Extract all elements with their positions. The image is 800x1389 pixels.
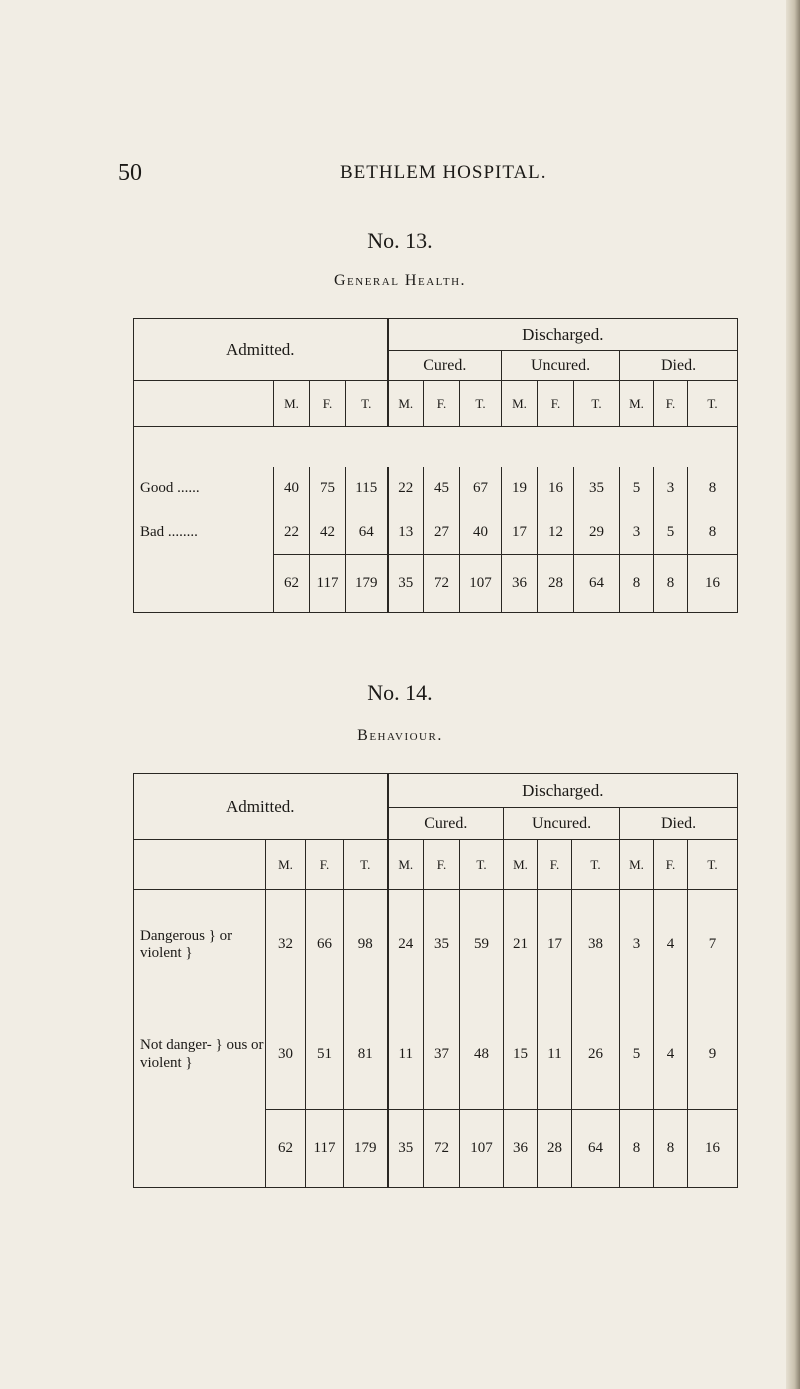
table-13-subtitle: General Health. [333, 272, 467, 289]
cell: 4 [654, 890, 688, 1000]
total-cell: 36 [504, 1110, 538, 1188]
cell: 11 [538, 1000, 572, 1110]
col-header: F. [654, 381, 688, 427]
table-14-subtitle: Behaviour. [357, 727, 443, 744]
discharged-header: Discharged. [388, 774, 738, 808]
cell: 4 [654, 1000, 688, 1110]
discharged-header: Discharged. [388, 319, 738, 351]
total-cell: 8 [654, 1110, 688, 1188]
total-cell: 8 [654, 555, 688, 613]
cell: 40 [460, 511, 502, 555]
col-header: T. [574, 381, 620, 427]
total-cell: 107 [460, 555, 502, 613]
total-cell: 35 [388, 555, 424, 613]
cell: 37 [424, 1000, 460, 1110]
cell: 51 [306, 1000, 344, 1110]
total-cell: 64 [572, 1110, 620, 1188]
cell: 115 [346, 467, 388, 511]
cell: 42 [310, 511, 346, 555]
cell: 59 [460, 890, 504, 1000]
col-header: M. [620, 840, 654, 890]
total-cell: 62 [274, 555, 310, 613]
col-header: F. [424, 381, 460, 427]
col-header: F. [538, 381, 574, 427]
table-14-number: No. 14. [367, 680, 433, 705]
row-label: Dangerous } or violent } [134, 890, 266, 1000]
col-header: T. [346, 381, 388, 427]
total-cell: 8 [620, 555, 654, 613]
total-cell: 72 [424, 555, 460, 613]
cell: 48 [460, 1000, 504, 1110]
cell: 16 [538, 467, 574, 511]
cell: 5 [654, 511, 688, 555]
cell: 75 [310, 467, 346, 511]
col-header: F. [310, 381, 346, 427]
total-cell: 64 [574, 555, 620, 613]
cell: 81 [344, 1000, 388, 1110]
cured-header: Cured. [388, 808, 504, 840]
col-header: F. [654, 840, 688, 890]
cell: 22 [274, 511, 310, 555]
total-cell: 107 [460, 1110, 504, 1188]
col-header: T. [688, 840, 738, 890]
col-header: M. [620, 381, 654, 427]
cell: 38 [572, 890, 620, 1000]
cell: 27 [424, 511, 460, 555]
cell: 3 [654, 467, 688, 511]
col-header: F. [306, 840, 344, 890]
cell: 5 [620, 1000, 654, 1110]
row-label: Bad ........ [134, 511, 274, 555]
total-cell: 8 [620, 1110, 654, 1188]
cell: 13 [388, 511, 424, 555]
row-label: Good ...... [134, 467, 274, 511]
died-header: Died. [620, 808, 738, 840]
cell: 15 [504, 1000, 538, 1110]
cell: 35 [424, 890, 460, 1000]
total-cell: 62 [266, 1110, 306, 1188]
uncured-header: Uncured. [504, 808, 620, 840]
col-header: M. [504, 840, 538, 890]
col-header: M. [388, 381, 424, 427]
table-13-general-health [133, 318, 738, 613]
cell: 67 [460, 467, 502, 511]
cell: 12 [538, 511, 574, 555]
total-cell: 117 [306, 1110, 344, 1188]
cell: 8 [688, 467, 738, 511]
total-cell: 72 [424, 1110, 460, 1188]
table-13-number: No. 13. [367, 228, 433, 253]
admitted-header: Admitted. [134, 319, 388, 381]
total-cell: 117 [310, 555, 346, 613]
cell: 17 [502, 511, 538, 555]
cell: 9 [688, 1000, 738, 1110]
total-cell: 16 [688, 1110, 738, 1188]
row-label-header [134, 840, 266, 890]
total-cell: 179 [344, 1110, 388, 1188]
col-header: T. [460, 840, 504, 890]
cell: 32 [266, 890, 306, 1000]
cell: 19 [502, 467, 538, 511]
row-label-header [134, 381, 274, 427]
col-header: M. [274, 381, 310, 427]
totals-row [134, 1110, 738, 1188]
cell: 8 [688, 511, 738, 555]
cell: 29 [574, 511, 620, 555]
uncured-header: Uncured. [502, 351, 620, 381]
total-cell: 35 [388, 1110, 424, 1188]
admitted-header: Admitted. [134, 774, 388, 840]
cell: 45 [424, 467, 460, 511]
cell: 35 [574, 467, 620, 511]
total-cell: 28 [538, 1110, 572, 1188]
cell: 26 [572, 1000, 620, 1110]
running-head [0, 160, 800, 190]
cell: 3 [620, 511, 654, 555]
total-cell: 28 [538, 555, 574, 613]
col-header: T. [688, 381, 738, 427]
cell: 98 [344, 890, 388, 1000]
died-header: Died. [620, 351, 738, 381]
row-label: Not danger- } ous or violent } [134, 1000, 266, 1110]
table-row [134, 1000, 738, 1110]
page-number: 50 [118, 160, 142, 186]
cell: 22 [388, 467, 424, 511]
total-cell: 179 [346, 555, 388, 613]
col-header: M. [502, 381, 538, 427]
cell: 5 [620, 467, 654, 511]
table-row [134, 467, 738, 511]
totals-row [134, 555, 738, 613]
totals-label [134, 555, 274, 613]
total-cell: 36 [502, 555, 538, 613]
cell: 11 [388, 1000, 424, 1110]
col-header: T. [460, 381, 502, 427]
cell: 64 [346, 511, 388, 555]
cell: 24 [388, 890, 424, 1000]
col-header: M. [388, 840, 424, 890]
table-row [134, 890, 738, 1000]
totals-label [134, 1110, 266, 1188]
table-14-behaviour [133, 773, 738, 1188]
cell: 3 [620, 890, 654, 1000]
col-header: M. [266, 840, 306, 890]
table-row [134, 511, 738, 555]
col-header: F. [424, 840, 460, 890]
cell: 21 [504, 890, 538, 1000]
cell: 40 [274, 467, 310, 511]
col-header: T. [572, 840, 620, 890]
cell: 7 [688, 890, 738, 1000]
col-header: T. [344, 840, 388, 890]
total-cell: 16 [688, 555, 738, 613]
col-header: F. [538, 840, 572, 890]
running-title: BETHLEM HOSPITAL. [340, 162, 547, 183]
cured-header: Cured. [388, 351, 502, 381]
cell: 66 [306, 890, 344, 1000]
cell: 30 [266, 1000, 306, 1110]
cell: 17 [538, 890, 572, 1000]
